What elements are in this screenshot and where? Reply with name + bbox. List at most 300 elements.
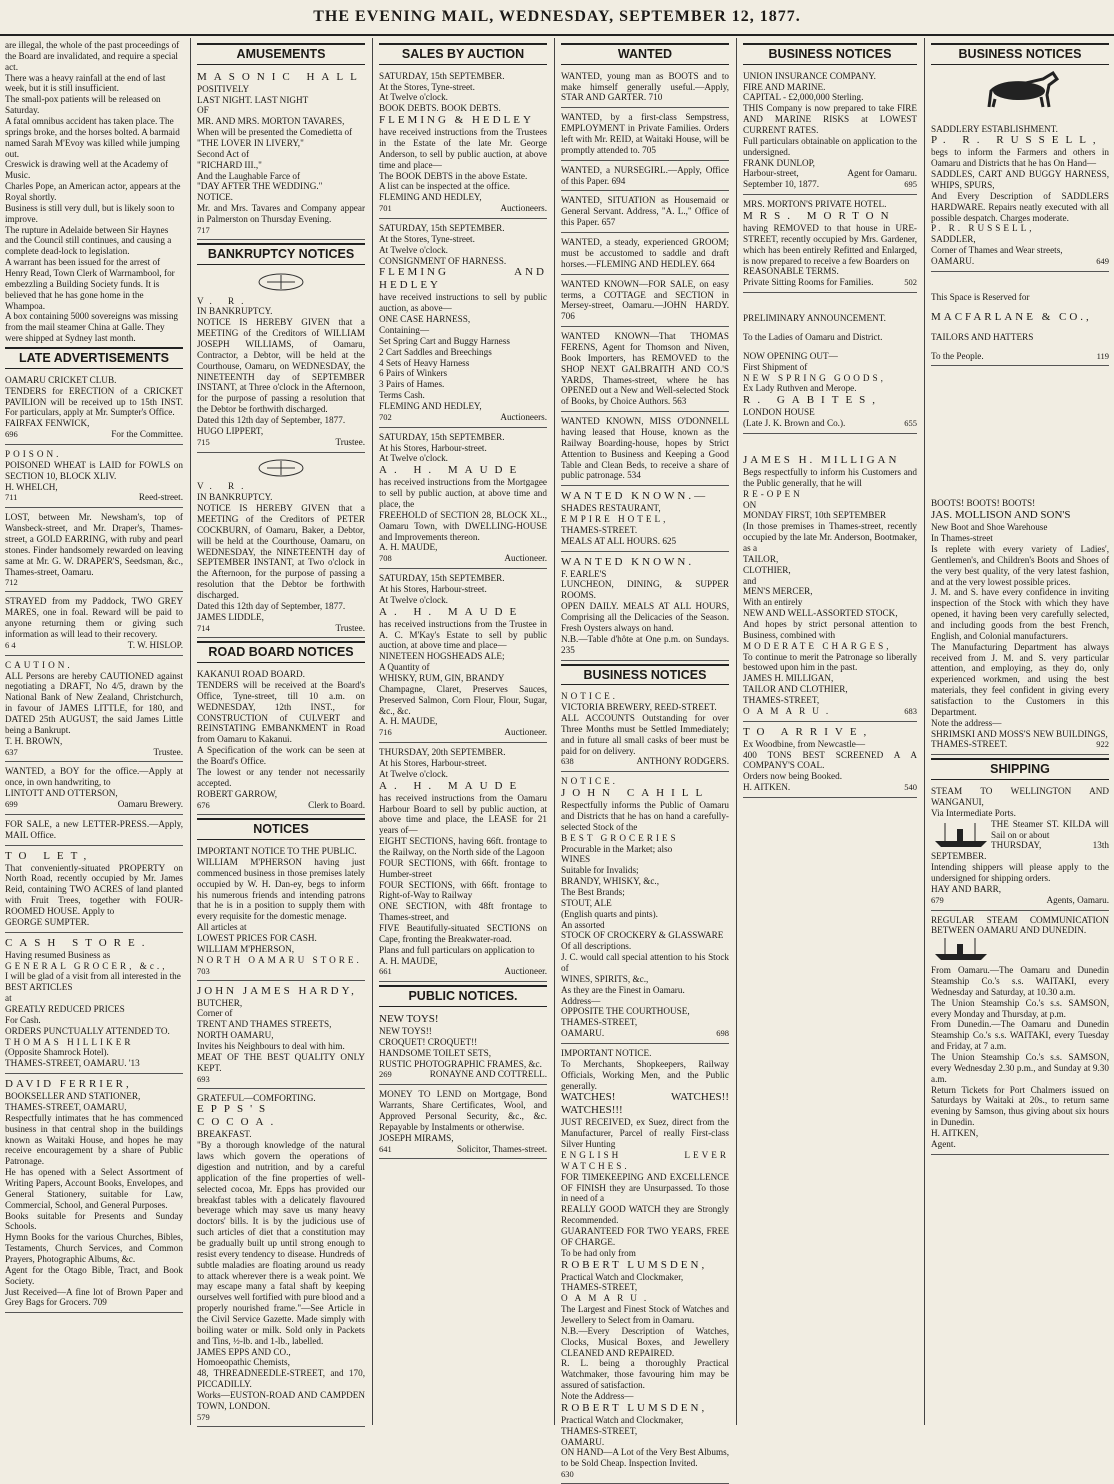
ad-heading: TO ARRIVE, — [743, 725, 874, 738]
column-3 — [374, 38, 552, 1425]
ad-text: An assorted — [561, 919, 605, 930]
ad-text: THAMES-STREET, — [561, 1282, 638, 1293]
ad-signature: GEORGE SUMPTER. — [5, 916, 90, 927]
ad-heading: DAVID FERRIER, — [5, 1078, 132, 1091]
ad-signature: JOSEPH MIRAMS, — [379, 1132, 454, 1143]
ad-text: Works—EUSTON-ROAD AND CAMPDEN TOWN, LONDON. — [197, 1390, 365, 1411]
list-item: EIGHT SECTIONS, having 66ft. frontage to the Railway, on the North side of the Lagoon — [379, 836, 547, 857]
ad-body: A Specification of the work can be seen at the Board's Office. — [197, 745, 365, 767]
ad-text: STOCK OF CROCKERY & GLASSWARE — [561, 930, 724, 941]
ad-body: Return Tickets for Port Chalmers issued on Saturdays by Waitaki at 20s., to return same evening by Samson, thus giving about six hours in Dunedin. — [931, 1084, 1109, 1128]
ad-victoria-brewery — [561, 689, 729, 772]
ad-text: "RICHARD III.," — [197, 159, 262, 170]
ad-body: MONEY TO LEND on Mortgage, Bond Warrants, Share Certificates, Wool, and Approved Personal Security, &c., &c. Repayable by Instalments or otherwise. — [379, 1089, 547, 1132]
ad-text: To continue to merit the Patronage so liberally bestowed upon him in the past. — [743, 651, 917, 673]
ad-number: 714 — [197, 622, 210, 633]
ad-signature: A. H. MAUDE, — [379, 716, 438, 727]
ad-body: That conveniently-situated PROPERTY on North Road, recently occupied by Mr. James Reid, containing TWO ACRES of land planted with Fruit Trees, together with FOUR-ROOMED HOUSE. Apply to — [5, 862, 183, 917]
ad-signature: THOMAS HILLIKER — [5, 1036, 134, 1047]
ad-body: JUST RECEIVED, ex Suez, direct from the Manufacturer, Parcel of really First-class Silver Hunting — [561, 1117, 729, 1150]
ad-text: Via Intermediate Ports. — [931, 807, 1016, 818]
ad-signature: FAIRFAX FENWICK, — [5, 418, 90, 429]
ad-text: Practical Watch and Clockmaker, — [561, 1271, 684, 1282]
news-item: A fatal omnibus accident has taken place. The springs broke, and the horses bolted. A barmaid named Sarah M'Evoy was killed while jumping out. — [5, 116, 180, 159]
section-road-board: ROAD BOARD NOTICES — [197, 641, 365, 663]
ad-body: WANTED, by a first-class Sempstress, EMPLOYMENT in Private Families. Orders left with Mr. REID, at Waitaki House, will be promptly attended to. 705 — [561, 112, 729, 155]
ad-mpherson — [197, 844, 365, 980]
horse-icon — [931, 69, 1109, 119]
ad-body: The Largest and Finest Stock of Watches and Jewellery to Select from in Oamaru. — [561, 1304, 729, 1325]
ad-heading: WANTED KNOWN.— — [561, 490, 709, 503]
ad-text: Invites his Neighbours to deal with him. — [197, 1040, 345, 1051]
ad-text: Containing— — [379, 324, 430, 335]
ad-text: At Twelve o'clock. — [379, 768, 448, 779]
ad-text: GREATLY REDUCED PRICES — [5, 1004, 125, 1015]
ad-text: OAMARU. — [743, 705, 836, 716]
royal-crest-icon — [197, 457, 365, 479]
column-rule — [924, 38, 925, 1425]
ad-text: Dated this 12th day of September, 1877. — [197, 600, 346, 611]
ad-money-to-lend — [379, 1087, 547, 1159]
ad-heading: POISON. — [5, 448, 62, 459]
ad-signature: JAMES H. MILLIGAN, — [743, 673, 834, 684]
ad-hardy-butcher — [197, 983, 365, 1089]
ad-text: THAMES-STREET. — [561, 524, 638, 535]
ad-signature: JAMES EPPS AND CO., — [197, 1346, 291, 1357]
ad-body: Agent for the Otago Bible, Tract, and Book Society. — [5, 1264, 183, 1286]
ad-text: Full particulars obtainable on application to the undersigned. — [743, 135, 918, 157]
ad-body: He has opened with a Select Assortment of Writing Papers, Account Books, Envelopes, and General Stationery, suitable for Law, Commercial, School, and General Purposes. — [5, 1167, 183, 1210]
ad-number: 540 — [904, 782, 917, 793]
news-item: are illegal, the whole of the past proceedings of the Board are invalidated, and require a special act. — [5, 40, 180, 72]
ad-text: Suitable for Invalids; — [561, 865, 639, 876]
ad-text: MONDAY FIRST, 10th SEPTEMBER — [743, 510, 887, 521]
news-item: The small-pox patients will be released on Saturday. — [5, 94, 161, 116]
ad-body: STRAYED from my Paddock, TWO GREY MARES, one in foal. Reward will be paid to anyone returning them or giving such information as will lead to their recovery. — [5, 596, 183, 640]
ad-heading: TO LET, — [5, 849, 94, 862]
section-late-advertisements: LATE ADVERTISEMENTS — [5, 347, 183, 369]
ad-number: 696 — [5, 429, 18, 440]
ad-text: And the Laughable Farce of — [197, 170, 301, 181]
ad-text: SATURDAY, 15th SEPTEMBER. — [379, 431, 505, 442]
ad-text: MEAT OF THE BEST QUALITY ONLY KEPT. — [197, 1051, 365, 1073]
ad-wanted — [561, 193, 729, 233]
ad-number: 649 — [1096, 256, 1109, 267]
ad-role: Agents, Oamaru. — [1046, 894, 1109, 905]
ad-body: Respectfully informs the Public of Oamaru and Districts that he has on hand a carefully-selected Stock of the — [561, 800, 729, 832]
ad-text: CROQUET! CROQUET!! — [379, 1036, 478, 1047]
ad-heading: A. H. MAUDE — [379, 605, 524, 618]
ad-body: Respectfully intimates that he has commenced business in that central shop in the buildings known as Waitaki House, and hopes he may receive encouragement by a share of Public Patronage. — [5, 1112, 183, 1167]
ad-text: A Quantity of — [379, 662, 430, 673]
ad-body: WANTED, a steady, experienced GROOM; must be accustomed to saddle and draft horses.—FLEMING AND HEDLEY. 664 — [561, 237, 729, 269]
ad-body: "By a thorough knowledge of the natural laws which govern the operations of digestion and nutrition, and by a careful application of the fine properties of well-selected cocoa, Mr. Epps has provided our breakfast tables with a delicately flavoured beverage which may save us many heavy doctors' bills. It is by the judicious use of such articles of diet that a constitution may be gradually built up until strong enough to resist every tendency to disease. Hundreds of subtle maladies are floating around us ready to attack wherever there is a weak point. We may escape many a fatal shaft by keeping ourselves well fortified with pure blood and a properly nourished frame."—See Article in the Civil Service Gazette. Made simply with boiling water or milk. Sold only in Packets and Tins, ½-lb. and 1-lb., labelled. — [197, 1140, 365, 1346]
ad-macfarlane — [931, 290, 1109, 367]
ad-text: THURSDAY, 13th SEPTEMBER. — [931, 840, 1109, 862]
section-sales-by-auction: SALES BY AUCTION — [379, 43, 547, 65]
ad-signature: RONAYNE AND COTTRELL. — [429, 1069, 547, 1080]
ad-text: "THE LOVER IN LIVERY," — [197, 138, 304, 149]
section-business-notices: BUSINESS NOTICES — [931, 43, 1109, 65]
ad-text: THAMES-STREET. — [931, 739, 1008, 750]
news-item: Creswick is drawing well at the Academy of Music. — [5, 159, 169, 181]
ad-role: Trustee. — [335, 436, 365, 447]
ad-role: Solicitor, Thames-street. — [456, 1143, 547, 1154]
ad-role: Reed-street. — [138, 492, 183, 503]
ad-heading: A. H. MAUDE — [379, 779, 524, 792]
ad-body: WILLIAM M'PHERSON having just commenced business in those premises lately occupied by W. H. Dan-ey, begs to inform his numerous friends and intending patrons that he is in a position to supply them with every requisite for the domestic menage. — [197, 856, 365, 922]
ad-heading: JAS. MOLLISON AND SON'S — [931, 509, 1071, 522]
ad-text: Ex Woodbine, from Newcastle— — [743, 738, 866, 749]
ad-number: 683 — [904, 705, 917, 716]
ad-body: POISONED WHEAT is LAID for FOWLS on SECTION 10, BLOCK XLIV. — [5, 459, 183, 481]
ad-text: GRATEFUL—COMFORTING. — [197, 1092, 316, 1103]
section-shipping: SHIPPING — [931, 758, 1109, 780]
ad-signature: ROBERT GARROW, — [197, 788, 278, 799]
ad-heading: P. R. RUSSELL, — [931, 134, 1103, 147]
ad-heading: NEW TOYS! — [379, 1013, 439, 1026]
ad-text: At Twelve o'clock. — [379, 244, 448, 255]
ad-role: Auctioneers. — [500, 411, 547, 422]
ad-signature: HAY AND BARR, — [931, 883, 1002, 894]
ad-number: 698 — [716, 1028, 729, 1039]
ad-body: The lowest or any tender not necessarily accepted. — [197, 766, 365, 788]
ad-body: J. C. would call special attention to his Stock of — [561, 952, 729, 973]
ad-role: Auctioneers. — [500, 203, 547, 214]
section-notices: NOTICES — [197, 818, 365, 840]
ad-role: For the Committee. — [111, 429, 183, 440]
ad-text: September 10, 1877. — [743, 179, 820, 190]
ad-text: POSITIVELY — [197, 83, 250, 94]
ad-text: This Space is Reserved for — [931, 291, 1030, 302]
ad-text: Plans and full particulars on application to — [379, 944, 535, 955]
ad-text: OF — [197, 105, 209, 116]
ad-number: 699 — [5, 799, 18, 810]
ad-body: WANTED KNOWN—That THOMAS FERENS, Agent for Thomson and Niven, Book Importers, has REMOVED to the SHOP NEXT GALBRAITH AND CO.'S YARDS, Thames-street, where he has OPENED out a New and Well-selected Stock of Books, by Choice Authors. 563 — [561, 331, 729, 407]
ad-heading: CAUTION. — [5, 659, 73, 670]
ad-mortons-hotel — [743, 197, 917, 293]
ad-body: From Dunedin.—The Oamaru and Dunedin Steamship Co.'s s.s. WAITAKI, every Tuesday and Friday, at 7 a.m. — [931, 1019, 1109, 1052]
column-4 — [556, 38, 734, 1480]
ad-heading: REGULAR STEAM COMMUNICATION BETWEEN OAMARU AND DUNEDIN. — [931, 914, 1109, 936]
ad-heading: JOHN CAHILL — [561, 787, 710, 800]
ad-wanted — [561, 163, 729, 192]
columns — [0, 38, 1114, 1480]
ad-text: REASONABLE TERMS. — [743, 266, 839, 277]
ad-heading: MACFARLANE & CO., — [931, 310, 1092, 323]
ad-body: has received instructions from the Mortgagee to sell by public auction, at above time and place, the — [379, 477, 547, 509]
ad-text: At his Stores, Harbour-street. — [379, 758, 487, 768]
list-item: FIVE Beautifully-situated SECTIONS on Cape, fronting the Breakwater-road. — [379, 923, 547, 944]
ad-text: ONE CASE HARNESS, — [379, 314, 471, 325]
ad-body: I will be glad of a visit from all interested in the — [5, 971, 181, 982]
ad-text: The BOOK DEBTS in the above Estate. — [379, 170, 528, 181]
ad-text: WHISKY, RUM, GIN, BRANDY — [379, 672, 505, 683]
ad-body: Is replete with every variety of Ladies', Gentlemen's, and Children's Boots and Shoes of the very best quality, of the very latest fashion, and at the very lowest possible prices. — [931, 543, 1109, 587]
ad-text: SATURDAY, 15th SEPTEMBER. — [379, 70, 505, 81]
ad-lost-earring — [5, 510, 183, 592]
ad-text: To the People. — [931, 350, 984, 361]
list-item: FOUR SECTIONS, with 66ft. frontage to Humber-street — [379, 857, 547, 879]
ad-text: "DAY AFTER THE WEDDING." — [197, 181, 323, 192]
ad-text: FREEHOLD of SECTION 28, BLOCK XL., Oamaru Town, with DWELLING-HOUSE and Improvements thereon. — [379, 509, 547, 542]
ad-text: Procurable in the Market; also — [561, 843, 673, 854]
column-rule — [736, 38, 737, 1425]
ad-body: FOR TIMEKEEPING AND EXCELLENCE OF FINISH they are Unsurpassed. To those in need of a — [561, 1171, 729, 1204]
ad-text: CLOTHIER, — [743, 564, 791, 575]
ad-role: Trustee. — [153, 746, 183, 757]
ad-body: having REMOVED to that house in URE-STREET, recently occupied by Mrs. Gardener, which has been entirely Refitted and Enlarged, is now prepared to receive a few Boarders on — [743, 223, 917, 266]
list-item: 6 Pairs of Winkers — [379, 368, 448, 379]
ad-coal-arrive — [743, 724, 917, 798]
ad-text: TRENT AND THAMES STREETS, — [197, 1019, 332, 1030]
ad-body: THIS Company is now prepared to take FIRE AND MARINE RISKS at LOWEST CURRENT RATES. — [743, 103, 917, 136]
ad-text: CAPITAL - £2,000,000 Sterling. — [743, 92, 864, 103]
ad-number: 661 — [379, 966, 392, 977]
ad-text: Corner of Thames and Wear streets, — [931, 245, 1063, 256]
ad-body: WANTED, young man as BOOTS and to make himself generally useful.—Apply, STAR AND GARTER. 710 — [561, 70, 729, 103]
ad-heading: UNION INSURANCE COMPANY. — [743, 70, 876, 81]
ad-text: LUNCHEON, DINING, & SUPPER ROOMS. — [561, 579, 729, 601]
ad-number: 630 — [561, 1469, 574, 1480]
ad-body: WANTED, SITUATION as Housemaid or General Servant. Address, "A. L.," Office of this Paper. 657 — [561, 195, 729, 228]
ad-text: IN BANKRUPTCY. — [197, 306, 273, 317]
ad-text: BEST GROCERIES — [561, 832, 679, 843]
ad-heading: PRELIMINARY ANNOUNCEMENT. — [743, 313, 886, 324]
ad-number: 655 — [904, 418, 917, 429]
list-item: 2 Cart Saddles and Breechings — [379, 346, 492, 357]
ad-text: Harbour-street, — [743, 168, 799, 179]
ad-body: WANTED, a BOY for the office.—Apply at once, in own handwriting, to — [5, 766, 183, 788]
ad-body: ALL Persons are hereby CAUTIONED against negotiating a DRAFT, No 4/5, drawn by the National Bank of New Zealand, Christchurch, in favour of JAMES LITTLE, for 180, and DATED 25th AUGUST, the said James Little being a Bankrupt. — [5, 670, 183, 735]
ad-body: Just Received—A fine lot of Brown Paper and Grey Bags for Grocers. 709 — [5, 1286, 183, 1308]
ad-text: FIRE AND MARINE. — [743, 81, 826, 92]
ad-heading: MRS. MORTON — [743, 210, 896, 223]
ad-to-let — [5, 848, 183, 933]
ad-text: WINES — [561, 854, 591, 865]
ad-caution — [5, 658, 183, 763]
ad-text: A list can be inspected at the office. — [379, 181, 510, 192]
ad-text: 400 TONS BEST SCREENED A A COMPANY'S COAL. — [743, 749, 917, 771]
ad-signature: JAMES LIDDLE, — [197, 611, 264, 622]
ad-text: LONDON HOUSE — [743, 407, 815, 418]
ad-heading: A. H. MAUDE — [379, 464, 524, 477]
ad-body: TENDERS will be received at the Board's Office, Tyne-street, till 10 a.m. on WEDNESDAY, 12th INST., for CONSTRUCTION of CULVERT and REINSTATING EMBANKMENT in Road from Oamaru to Kakanui. — [197, 680, 365, 745]
list-item: FOUR SECTIONS, with 66ft. frontage to Right-of-Way to Railway — [379, 879, 547, 901]
news-item: Charles Pope, an American actor, appears at the Royal shortly. — [5, 181, 181, 203]
ad-text: NINETEEN HOGSHEADS ALE; — [379, 651, 505, 662]
ad-role: Auctioneer. — [504, 553, 547, 564]
ad-body: ON HAND—A Lot of the Very Best Albums, to be Sold Cheap. Inspection Invited. — [561, 1447, 729, 1469]
ad-text: Address— — [561, 995, 601, 1006]
ad-text: RE-OPEN — [743, 488, 803, 499]
ad-number: 579 — [197, 1411, 210, 1422]
ad-heading: JOHN JAMES HARDY, — [197, 984, 357, 997]
ad-heading: CASH STORE. — [5, 936, 152, 949]
ad-text: NEW SPRING GOODS, — [743, 372, 886, 383]
masthead: THE EVENING MAIL, WEDNESDAY, SEPTEMBER 12, 1877. — [0, 0, 1114, 36]
ad-number: 269 — [379, 1069, 392, 1080]
ad-text: Champagne, Claret, Preserves Sauces, Preserved Salmon, Corn Flour, Flour, Sugar, &c., &c. — [379, 683, 547, 716]
ad-wanted — [561, 277, 729, 327]
ad-signature: R. GABITES, — [743, 394, 883, 407]
ad-signature: H. AITKEN, — [931, 1127, 979, 1138]
ad-text: CONSIGNMENT OF HARNESS. — [379, 255, 507, 266]
ad-signature: FLEMING AND HEDLEY, — [379, 401, 482, 411]
ad-wanted-boy — [5, 764, 183, 814]
ad-body: has received instructions from the Trustee in A. C. M'Kay's Estate to sell by public auction, at above time and place— — [379, 618, 547, 651]
ad-text: (In those premises in Thames-street, recently occupied by the late Mr. Anderson, Bootmaker, as a — [743, 521, 917, 554]
ad-text: EMPIRE HOTEL, — [561, 514, 669, 525]
ad-text: VICTORIA BREWERY, REED-STREET. — [561, 702, 717, 713]
ad-body: Begs respectfully to inform his Customers and the Public generally, that he will — [743, 467, 917, 488]
ad-book-debts — [379, 69, 547, 219]
ad-text: NEW TOYS!! — [379, 1026, 432, 1037]
ad-poison — [5, 447, 183, 508]
ad-text: At Twelve o'clock. — [379, 453, 448, 464]
ad-heading: SADDLERY ESTABLISHMENT. — [931, 123, 1058, 134]
ad-text: SATURDAY, 15th SEPTEMBER. — [379, 223, 505, 234]
ad-text: (English quarts and pints). — [561, 908, 658, 919]
ad-body: have received instructions from the Trustees in the Estate of the late Mr. George Anderson, to sell by public auction, at above time and place— — [379, 127, 547, 170]
ad-text: At Twelve o'clock. — [379, 92, 448, 103]
ad-wanted — [561, 414, 729, 486]
ad-text: SHADES RESTAURANT, — [561, 503, 661, 514]
ad-signature: HUGO LIPPERT, — [197, 425, 264, 436]
ad-text: Second Act of — [197, 148, 250, 159]
news-item: Business is still very dull, but is likely soon to improve. — [5, 202, 175, 224]
ad-body: J. M. and S. have every confidence in inviting inspection of the Stock with which they have opened, it having been very carefully selected, and including goods from the best French, English, and Colonial manufacturers. — [931, 587, 1109, 641]
ad-number: 502 — [904, 277, 917, 288]
ad-heading: MASONIC HALL — [197, 70, 364, 83]
ad-heading: STEAM TO WELLINGTON AND WANGANUI, — [931, 786, 1109, 807]
ad-watches-lumsden — [561, 1046, 729, 1484]
royal-crest-icon — [197, 271, 365, 293]
ad-heading: KAKANUI ROAD BOARD. — [197, 669, 305, 680]
ad-epps-cocoa — [197, 1091, 365, 1427]
ad-text: THURSDAY, 20th SEPTEMBER. — [379, 747, 506, 758]
ad-body: Hymn Books for the various Churches, Bibles, Testaments, Church Services, and Common Prayers, Photographic Albums, &c. — [5, 1232, 183, 1265]
ad-text: IN BANKRUPTCY. — [197, 492, 273, 503]
ad-number: 717 — [197, 224, 210, 235]
column-rule — [554, 38, 555, 1425]
ad-body: WANTED, a NURSEGIRL.—Apply, Office of this Paper. 694 — [561, 164, 729, 186]
ad-text: BOOKSELLER AND STATIONER, — [5, 1091, 141, 1102]
ad-masonic-hall — [197, 69, 365, 240]
column-6 — [926, 38, 1114, 1425]
ad-heading: JAMES H. MILLIGAN — [743, 454, 900, 467]
ad-text: In Thames-street — [931, 533, 993, 544]
ad-text: BUTCHER, — [197, 997, 243, 1008]
ad-heading: WATCHES! WATCHES!! WATCHES!!! — [561, 1091, 729, 1117]
ad-text: THAMES-STREET, OAMARU, — [5, 1102, 127, 1112]
section-amusements: AMUSEMENTS — [197, 43, 365, 65]
ad-text: NORTH OAMARU STORE. — [197, 954, 362, 965]
section-public-notices: PUBLIC NOTICES. — [379, 985, 547, 1007]
ad-kakanui-road-board — [197, 667, 365, 815]
ad-text: TAILOR, — [743, 553, 779, 564]
ad-body: have received instructions to sell by public auction, as above— — [379, 292, 547, 314]
news-item: A box containing 5000 sovereigns was missing from the mail steamer China at Galle. They were shipped at Sydney last month. — [5, 311, 179, 344]
ad-wanted — [561, 69, 729, 109]
ad-earle-rooms — [561, 554, 729, 661]
ad-text: To the Ladies of Oamaru and District. — [743, 332, 883, 343]
ad-text: ORDERS PUNCTUALLY ATTENDED TO. — [5, 1025, 170, 1036]
ad-heading: V. R. — [197, 295, 251, 306]
ad-bankruptcy-williams — [197, 269, 365, 453]
ad-bankruptcy-cockburn — [197, 455, 365, 639]
ad-heading: V. R. — [197, 481, 251, 492]
ad-text: F. EARLE'S — [561, 568, 607, 579]
section-bankruptcy: BANKRUPTCY NOTICES — [197, 243, 365, 265]
ad-text: Note the Address— — [561, 1390, 634, 1401]
ad-wanted — [561, 235, 729, 275]
ad-signature: WILLIAM M'PHERSON, — [197, 943, 295, 954]
ad-signature: P. R. RUSSELL, — [931, 223, 1035, 234]
column-5 — [738, 38, 922, 1425]
ad-role: Auctioneer. — [504, 966, 547, 977]
ad-signature: H. WHELCH, — [5, 481, 58, 492]
ad-heading: FLEMING AND HEDLEY — [379, 266, 547, 292]
ad-heading: NOTICE. — [561, 691, 618, 702]
ad-text: At his Stores, Harbour-street. — [379, 442, 487, 453]
ad-heading: MRS. MORTON'S PRIVATE HOTEL. — [743, 199, 887, 210]
ad-body: FOR SALE, a new LETTER-PRESS.—Apply, MAIL Office. — [5, 818, 183, 840]
ad-heading: NOTICE. — [561, 776, 618, 787]
ad-number: 708 — [379, 553, 392, 564]
ad-text: Having resumed Business as — [5, 949, 111, 960]
ad-signature: A. H. MAUDE, — [379, 955, 438, 966]
ad-text: MEN'S MERCER, — [743, 586, 813, 597]
news-item: There was a heavy rainfall at the end of last week, but it is still insufficient. — [5, 72, 166, 94]
ad-text: To be had only from — [561, 1247, 636, 1258]
ad-body: LOST, between Mr. Newsham's, top of Wansbeck-street, and Mr. Draper's, Thames-street, a GOLD EARRING, with ruby and pearl stones. Finder handsomely rewarded on leaving same at Mr. G. W. DRAPER'S, Seedsman, &c., Thames-street, Oamaru. — [5, 512, 183, 577]
ad-text: RUSTIC PHOTOGRAPHIC FRAMES, &c. — [379, 1058, 542, 1069]
ad-text: TAILOR AND CLOTHIER, — [743, 684, 848, 695]
ad-text: LOWEST PRICES FOR CASH. — [197, 932, 317, 943]
ad-text: NEW AND WELL-ASSORTED STOCK, — [743, 608, 898, 619]
ad-text: BOOK DEBTS. BOOK DEBTS. — [379, 103, 501, 114]
ad-text: MODERATE CHARGES, — [743, 640, 892, 651]
ad-text: 48, THREADNEEDLE-STREET, and 170, PICCADILLY. — [197, 1368, 365, 1390]
ad-text: And hopes by strict personal attention to Business, combined with — [743, 619, 917, 640]
ad-new-toys — [379, 1011, 547, 1085]
ad-text: WINES, SPIRITS, &c., — [561, 973, 649, 984]
ad-signature: ROBERT LUMSDEN, — [561, 1258, 708, 1271]
list-item: 3 Pairs of Hames. — [379, 379, 445, 390]
ad-text: With an entirely — [743, 597, 803, 608]
ad-signature: FLEMING AND HEDLEY, — [379, 192, 482, 203]
ad-number: 922 — [1096, 739, 1109, 750]
ad-text: Private Sitting Rooms for Families. — [743, 277, 874, 288]
ad-text: Note the address— — [931, 717, 1002, 728]
column-1 — [0, 38, 188, 1425]
ad-text: NOTICE. — [197, 192, 233, 203]
ad-text: OPPOSITE THE COURTHOUSE, — [561, 1006, 690, 1017]
ad-signature: H. AITKEN. — [743, 782, 791, 793]
ad-number: 638 — [561, 756, 574, 767]
ad-text: New Boot and Shoe Warehouse — [931, 522, 1048, 533]
ad-text: THAMES-STREET, — [743, 695, 820, 706]
ad-heading: OAMARU CRICKET CLUB. — [5, 374, 117, 385]
ad-body: Intending shippers will please apply to the undersigned for shipping orders. — [931, 862, 1109, 883]
ad-number: 6 4 — [5, 639, 16, 650]
ad-number: 637 — [5, 746, 18, 757]
ad-text: TAILORS AND HATTERS — [931, 331, 1034, 342]
ad-role: Agent. — [931, 1138, 956, 1149]
ad-body: OPEN DAILY. MEALS AT ALL HOURS, Comprising all the Delicacies of the Season. Fresh Oysters always on hand. — [561, 601, 729, 633]
ad-cash-store — [5, 935, 183, 1074]
